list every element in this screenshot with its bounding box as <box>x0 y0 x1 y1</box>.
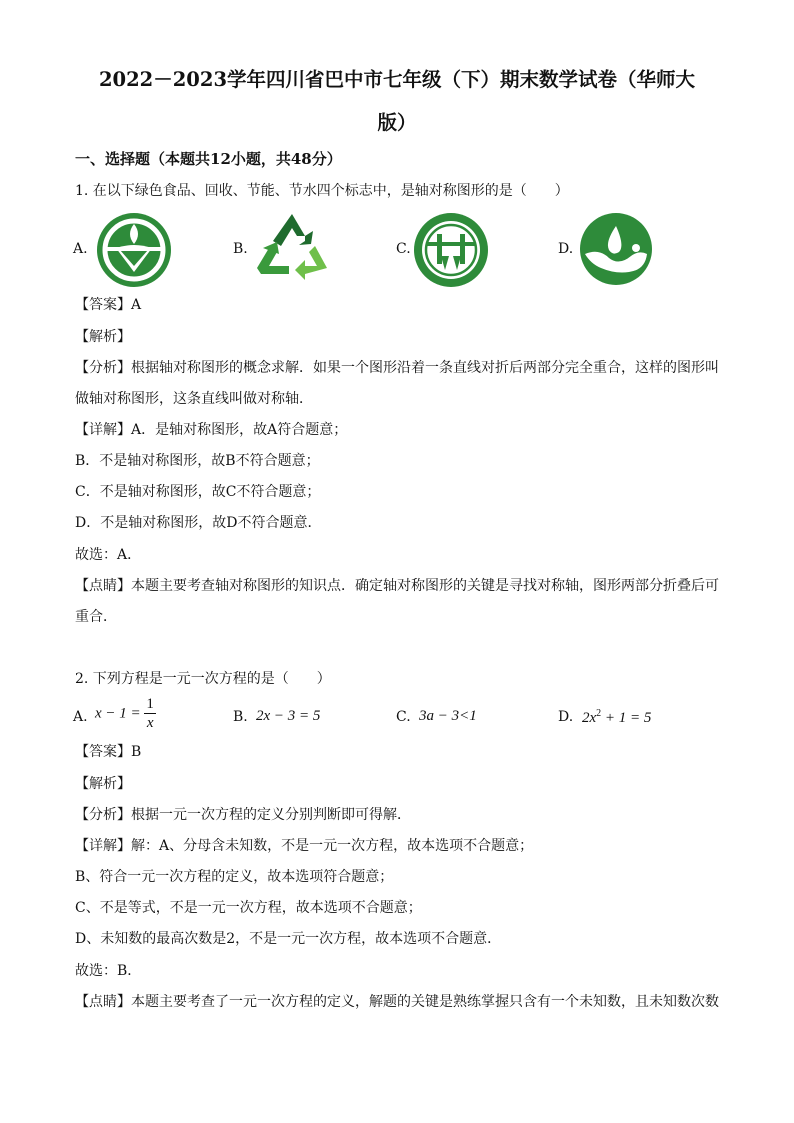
question-1-stem: 1. 在以下绿色食品、回收、节能、节水四个标志中，是轴对称图形的是（ ） <box>75 183 569 199</box>
fraction-numerator: 1 <box>146 696 154 712</box>
q2-analysis-line: C、不是等式，不是一元一次方程，故本选项不合题意； <box>75 900 422 916</box>
fraction-denominator: x <box>146 715 154 731</box>
q1-analysis-label: 【解析】 <box>75 329 131 345</box>
q1-analysis-line: 做轴对称图形，这条直线叫做对称轴． <box>75 391 313 407</box>
q1-comment-line: 【点睛】本题主要考查轴对称图形的知识点．确定轴对称图形的关键是寻找对称轴，图形两部分折叠后可 <box>75 578 719 594</box>
option-b-label: B. <box>233 241 248 257</box>
option-d-label: D. <box>558 709 574 725</box>
q1-answer: 【答案】A <box>75 297 142 313</box>
q1-analysis-line: 【详解】A．是轴对称图形，故A符合题意； <box>75 422 348 438</box>
option-a-label: A. <box>73 709 88 725</box>
document-title-line-1: 2022－2023学年四川省巴中市七年级（下）期末数学试卷（华师大 <box>98 68 696 91</box>
option-c-inequality: 3a − 3<1 <box>419 708 477 724</box>
option-b-label: B. <box>233 709 248 725</box>
q1-analysis-line: D．不是轴对称图形，故D不符合题意． <box>75 515 322 531</box>
q1-analysis-line: C．不是轴对称图形，故C不符合题意； <box>75 484 321 500</box>
green-food-logo-icon <box>96 212 172 288</box>
question-2-stem: 2. 下列方程是一元一次方程的是（ ） <box>75 671 331 687</box>
document-title-line-2: 版） <box>377 111 417 134</box>
q2-analysis-label: 【解析】 <box>75 776 131 792</box>
option-a-label: A. <box>73 241 88 257</box>
q1-comment-line: 重合． <box>75 609 117 625</box>
section-heading: 一、选择题（本题共12小题，共48分） <box>75 150 342 168</box>
q1-analysis-line: B．不是轴对称图形，故B不符合题意； <box>75 453 320 469</box>
q2-analysis-line: D、未知数的最高次数是2，不是一元一次方程，故本选项不合题意． <box>75 931 502 947</box>
q1-conclusion: 故选：A． <box>75 547 142 563</box>
q2-analysis-line: 【分析】根据一元一次方程的定义分别判断即可得解． <box>75 807 411 823</box>
exponent: 2 <box>596 708 602 719</box>
equation-left-side: x − 1 = <box>95 705 141 722</box>
q1-analysis-line: 【分析】根据轴对称图形的概念求解．如果一个图形沿着一条直线对折后两部分完全重合，这样的图形叫 <box>75 360 719 376</box>
option-d-equation <box>582 709 651 726</box>
option-b-equation: 2x − 3 = 5 <box>256 708 321 724</box>
option-c-label: C. <box>396 709 411 725</box>
equation-term: 2x <box>582 710 597 726</box>
energy-saving-logo-icon <box>413 212 489 288</box>
q2-conclusion: 故选：B． <box>75 963 142 979</box>
option-c-label: C. <box>396 241 411 257</box>
q2-analysis-line: 【详解】解：A、分母含未知数，不是一元一次方程，故本选项不合题意； <box>75 838 534 854</box>
water-saving-logo-icon <box>579 212 653 286</box>
fraction <box>144 697 156 731</box>
q2-comment-line: 【点睛】本题主要考查了一元一次方程的定义，解题的关键是熟练掌握只含有一个未知数，且未知数次数 <box>75 994 719 1010</box>
option-a-equation <box>95 697 156 731</box>
equation-rest: + 1 = 5 <box>601 710 652 726</box>
option-d-label: D. <box>558 241 574 257</box>
q2-analysis-line: B、符合一元一次方程的定义，故本选项符合题意； <box>75 869 394 885</box>
recycle-logo-icon <box>255 212 329 282</box>
q2-answer: 【答案】B <box>75 744 142 760</box>
